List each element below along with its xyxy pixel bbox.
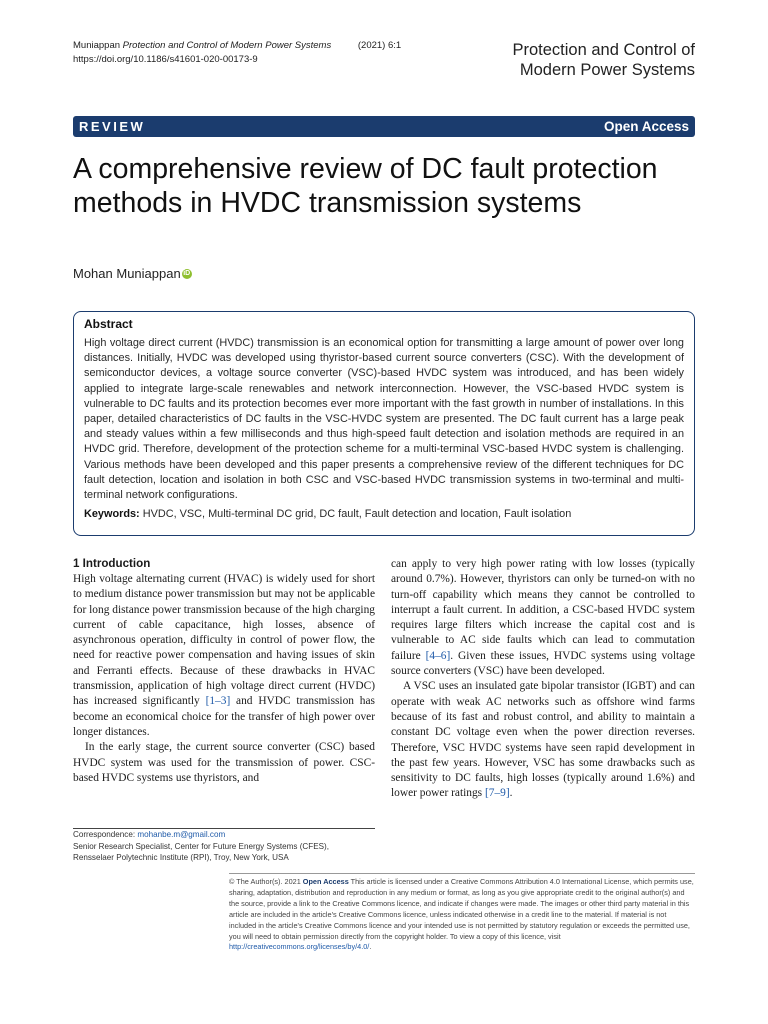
correspondence xyxy=(73,829,329,864)
affiliation-line-2: Rensselaer Polytechnic Institute (RPI), Troy, New York, USA xyxy=(73,853,289,862)
citation-link[interactable]: [4–6] xyxy=(425,649,451,662)
license-text: This article is licensed under a Creative Commons Attribution 4.0 International License, which permits use, sharing, adaptation, distribution and reproduction in any medium or format, as long as you give appropriate credit to the original author(s) and the source, provide a link to the Creative Commons licence, and indicate if changes were made. The images or other third party material in this article are included in the article's Creative Commons licence, unless indicated otherwise in a credit line to the material. If material is not included in the article's Creative Commons licence and your intended use is not permitted by statutory regulation or exceeds the permitted use, you will need to obtain permission directly from the copyright holder. To view a copy of this licence, visit xyxy=(229,877,694,941)
article-type-banner xyxy=(73,116,695,137)
intro-paragraph-3 xyxy=(391,679,695,801)
intro-paragraph-1-text: High voltage alternating current (HVAC) is widely used for short to medium distance power transmission but may not be applicable for long distance power transmission because of the high charging current of cable capacitance, high losses, absence of asynchronous operation, difficulty in control of power flow, the need for reactive power compensation and having issues of skin and Ferranti effects. Because of these drawbacks in HVAC transmission, application of high voltage direct current (HVDC) has increased significantly xyxy=(73,573,375,708)
correspondence-label: Correspondence: xyxy=(73,830,138,839)
section-heading: 1 Introduction xyxy=(73,557,151,570)
body-column-left xyxy=(73,557,375,786)
abstract-heading: Abstract xyxy=(84,317,133,331)
license-copyright: © The Author(s). 2021 xyxy=(229,877,303,886)
citation-link[interactable]: [7–9] xyxy=(484,787,510,800)
running-header xyxy=(73,39,401,67)
license-url[interactable]: http://creativecommons.org/licenses/by/4.0/ xyxy=(229,942,370,952)
body-column-right xyxy=(391,557,695,802)
abstract-box xyxy=(73,311,695,536)
intro-paragraph-2-cont-text-end: . Given these issues, HVDC systems using voltage source converters (VSC) have been developed. xyxy=(391,649,695,678)
article-type-label: REVIEW xyxy=(79,119,146,134)
keywords xyxy=(84,507,684,522)
intro-paragraph-3-text: A VSC uses an insulated gate bipolar transistor (IGBT) and can operate with weak AC networks such as offshore wind farms because of its fast and robust control, and ability to maintain a constant DC voltage even when the power direction reverses. Therefore, VSC HVDC systems have seen rapid development in the past few years. However, VSC has some drawbacks such as sensitivity to DC faults, high losses (typically around 1.6%) and lower power ratings xyxy=(391,680,695,800)
author-line xyxy=(73,266,192,281)
intro-paragraph-1-text-end: and HVDC transmission has become an economical choice for the transfer of high power over longer distances. xyxy=(73,695,375,738)
intro-paragraph-2-cont-text: can apply to very high power rating with low losses (typically around 0.7%). However, thyristors can only be turned-on with no turn-off capability which means they cannot be controlled to interrupt a fault current. In addition, a CSC-based HVDC system requires large filters which increase the capital cost and is vulnerable to AC side faults which can lead to commutation failure xyxy=(391,558,695,662)
journal-name-line2: Modern Power Systems xyxy=(519,61,695,79)
header-citation: (2021) 6:1 xyxy=(357,40,402,51)
journal-name-line1: Protection and Control of xyxy=(512,41,695,59)
header-author: Muniappan xyxy=(73,40,121,51)
orcid-icon[interactable]: iD xyxy=(183,269,191,277)
journal-name xyxy=(512,40,695,80)
keywords-label: Keywords: xyxy=(84,508,140,521)
intro-paragraph-3-text-end: . xyxy=(509,787,513,800)
header-journal: Protection and Control of Modern Power Systems xyxy=(122,40,332,51)
header-doi[interactable]: https://doi.org/10.1186/s41601-020-00173-9 xyxy=(73,54,258,65)
citation-link[interactable]: [1–3] xyxy=(205,695,231,708)
article-title: A comprehensive review of DC fault protection methods in HVDC transmission systems xyxy=(73,153,658,219)
license-suffix: . xyxy=(369,942,372,952)
abstract-text: High voltage direct current (HVDC) transmission is an economical option for transmitting a large amount of power over long distances. Initially, HVDC was developed using thyristor-based current source converters (CSC). With the development of semiconductor devices, a voltage source converter (VSC)-based HVDC system was introduced, and has been widely applied to integrate large-scale renewables and network interconnection. However, the VSC-based HVDC system is vulnerable to DC faults and its protection becomes ever more important with the fast growth in number of installations. In this paper, detailed characteristics of DC faults in the VSC-HVDC system are presented. The DC fault current has a large peak and steady values within a few milliseconds and thus high-speed fault detection and isolation methods are required in an HVDC grid. Therefore, development of the protection scheme for a multi-terminal VSC-based HVDC system is challenging. Various methods have been developed and this paper presents a comprehensive review of the different techniques for DC fault detection, location and isolation in both CSC and VSC-based HVDC transmission systems in two-terminal and multi-terminal network configurations. xyxy=(84,337,684,502)
keywords-list: HVDC, VSC, Multi-terminal DC grid, DC fault, Fault detection and location, Fault isolation xyxy=(142,508,572,521)
intro-paragraph-2-continued xyxy=(391,557,695,679)
intro-paragraph-1 xyxy=(73,572,375,740)
affiliation-line-1: Senior Research Specialist, Center for Future Energy Systems (CFES), xyxy=(73,841,329,851)
open-access-label: Open Access xyxy=(603,119,689,134)
intro-paragraph-2: In the early stage, the current source converter (CSC) based HVDC system was used for the transmission of power. CSC-based HVDC systems use thyristors, and xyxy=(73,741,375,784)
license-open-access: Open Access xyxy=(302,877,349,886)
license-notice xyxy=(229,877,695,953)
license-divider xyxy=(229,873,695,874)
correspondence-email[interactable]: mohanbe.m@gmail.com xyxy=(137,830,226,839)
author-name[interactable]: Mohan Muniappan xyxy=(73,266,181,281)
